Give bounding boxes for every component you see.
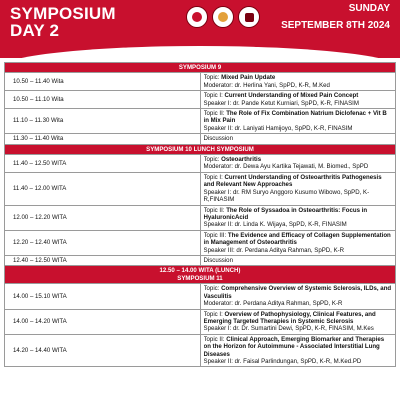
session-details: [200, 172, 396, 205]
session-line: [204, 300, 393, 307]
session-line: [204, 174, 393, 189]
session-line-prefix: Topic:: [203, 74, 222, 82]
session-line-prefix: Topic I:: [203, 173, 225, 181]
section-heading: SYMPOSIUM 10 LUNCH SYMPOSIUM: [146, 145, 254, 153]
schedule-row: [5, 134, 396, 144]
session-line: [204, 82, 393, 89]
section-heading: 12.50 – 14.00 WITA (LUNCH): [159, 267, 241, 275]
session-details: [200, 230, 396, 255]
session-line: [204, 189, 393, 204]
session-line-prefix: Topic II:: [203, 335, 227, 343]
session-time: 12.40 – 12.50 WITA: [5, 255, 201, 265]
schedule-row: [5, 255, 396, 265]
session-line: [204, 125, 393, 132]
session-line: [204, 336, 393, 358]
event-header: [0, 0, 400, 58]
session-line-prefix: Topic II:: [203, 110, 227, 118]
session-line-prefix: Topic I:: [203, 92, 225, 100]
session-topic-title: Current Understanding of Osteoarthritis Pathogenesis and Relevant New Approaches: [203, 173, 382, 189]
session-time: 11.10 – 11.30 Wita: [5, 109, 201, 134]
session-topic-title: Osteoarthritis: [221, 156, 262, 164]
session-time: 10.50 – 11.10 Wita: [5, 91, 201, 109]
session-details: [200, 284, 396, 309]
session-line-prefix: Topic II:: [203, 206, 227, 214]
session-time: 14.00 – 14.20 WITA: [5, 309, 201, 334]
session-line: [204, 207, 393, 222]
section-header: [5, 266, 396, 284]
session-topic-title: Comprehensive Overview of Systemic Sclerosis, ILDs, and Vasculitis: [203, 285, 392, 300]
schedule-row: [5, 284, 396, 309]
session-line-prefix: Speaker II: dr. Linda K. Wijaya, SpPD, K-R, FINASIM: [203, 221, 347, 229]
event-title: [10, 5, 116, 39]
date-label: SEPTEMBER 8TH 2024: [281, 20, 390, 31]
session-time: 10.50 – 11.40 Wita: [5, 73, 201, 91]
session-line-prefix: Speaker II: dr. Faisal Parlindungan, SpPD, K-R, M.Ked.PD: [203, 358, 362, 365]
section-header: [5, 144, 396, 154]
schedule-table: [4, 62, 396, 367]
session-details: [200, 109, 396, 134]
session-line-prefix: Topic III:: [203, 231, 228, 239]
session-topic-title: The Evidence and Efficacy of Collagen Supplementation in Management of Osteoarthritis: [203, 231, 391, 247]
session-time: 11.40 – 12.50 WITA: [5, 155, 201, 173]
session-details: [200, 134, 396, 144]
society-logo-1-icon: [186, 6, 208, 28]
session-topic-title: The Role of Fix Combination Natrium Diclofenac + Vit B in Mix Pain: [203, 110, 387, 125]
session-line-prefix: Moderator: dr. Perdana Aditya Rahman, SpPD, K-R: [203, 300, 343, 308]
session-topic-title: The Role of Syssadoa in Osteoarthritis: Focus in HyaluronicAcid: [203, 206, 368, 221]
session-line: [204, 247, 393, 254]
schedule-row: [5, 172, 396, 205]
header-wave-divider: [0, 46, 400, 58]
session-line: [204, 358, 393, 365]
session-line: [204, 257, 393, 264]
session-details: [200, 73, 396, 91]
session-line: [204, 100, 393, 107]
session-topic-title: Current Understanding of Mixed Pain Concept: [224, 92, 359, 100]
schedule-row: [5, 205, 396, 230]
society-logo-2-icon: [212, 6, 234, 28]
session-line: [204, 135, 393, 142]
session-line: [204, 163, 393, 170]
section-heading: SYMPOSIUM 9: [178, 64, 222, 71]
session-time: 11.30 – 11.40 Wita: [5, 134, 201, 144]
schedule-row: [5, 109, 396, 134]
section-header: [5, 63, 396, 73]
session-topic-title: Clinical Approach, Emerging Biomarker and Therapies on the Horizon for Autoimmune - Associated Interstitial Lung Diseases: [203, 335, 385, 358]
session-line-prefix: Moderator: dr. Herlina Yani, SpPD, K-R, M.Ked: [203, 81, 330, 89]
session-time: 12.20 – 12.40 WITA: [5, 230, 201, 255]
session-time: 11.40 – 12.00 WITA: [5, 172, 201, 205]
session-line-prefix: Speaker III: dr. Perdana Aditya Rahman, SpPD, K-R: [203, 246, 345, 254]
session-line-prefix: Speaker I: dr. Dr. Sumartini Dewi, SpPD, K-R, FINASIM, M.Kes: [203, 325, 374, 333]
sponsor-logos: [186, 6, 260, 28]
session-line: [204, 74, 393, 81]
session-time: 14.20 – 14.40 WITA: [5, 334, 201, 367]
session-line: [204, 156, 393, 163]
session-line: [204, 221, 393, 228]
session-line-prefix: Topic:: [203, 285, 222, 293]
session-details: [200, 155, 396, 173]
session-details: [200, 309, 396, 334]
session-details: [200, 205, 396, 230]
session-line-prefix: Topic:: [203, 156, 222, 164]
schedule-row: [5, 155, 396, 173]
session-line-prefix: Speaker I: dr. Pande Ketut Kurniari, SpPD, K-R, FINASIM: [203, 99, 359, 107]
title-line-2: DAY 2: [10, 21, 60, 40]
day-label: SUNDAY: [348, 3, 390, 14]
session-line: [204, 311, 393, 326]
session-details: [200, 255, 396, 265]
session-line-prefix: Speaker I: dr. RM Suryo Anggoro Kusumo Wibowo, SpPD, K-R,FINASIM: [203, 188, 370, 204]
schedule-row: [5, 73, 396, 91]
session-topic-title: Mixed Pain Update: [221, 74, 276, 82]
schedule-row: [5, 309, 396, 334]
session-line: [204, 325, 393, 332]
session-line-prefix: Speaker II: dr. Laniyati Hamijoyo, SpPD, K-R, FINASIM: [203, 124, 353, 132]
session-line-prefix: Discussion: [203, 256, 233, 264]
session-topic-title: Overview of Pathophysiology, Clinical Features, and Emerging Targeted Therapies in Systemic Sclerosis: [203, 310, 376, 325]
schedule-row: [5, 334, 396, 367]
session-time: 14.00 – 15.10 WITA: [5, 284, 201, 309]
society-logo-3-icon: [238, 6, 260, 28]
section-subheading: SYMPOSIUM 11: [177, 274, 223, 282]
session-time: 12.00 – 12.20 WITA: [5, 205, 201, 230]
schedule-row: [5, 91, 396, 109]
session-line-prefix: Moderator: dr. Dewa Ayu Kartika Tejawati, M. Biomed., SpPD: [203, 163, 369, 171]
session-details: [200, 334, 396, 367]
session-line-prefix: Topic I:: [203, 310, 225, 318]
schedule-row: [5, 230, 396, 255]
event-date-block: [281, 3, 390, 32]
session-line: [204, 110, 393, 125]
session-line-prefix: Discussion: [203, 135, 233, 143]
session-details: [200, 91, 396, 109]
session-line: [204, 232, 393, 247]
session-line: [204, 285, 393, 300]
title-line-1: SYMPOSIUM: [10, 4, 116, 23]
session-line: [204, 92, 393, 99]
